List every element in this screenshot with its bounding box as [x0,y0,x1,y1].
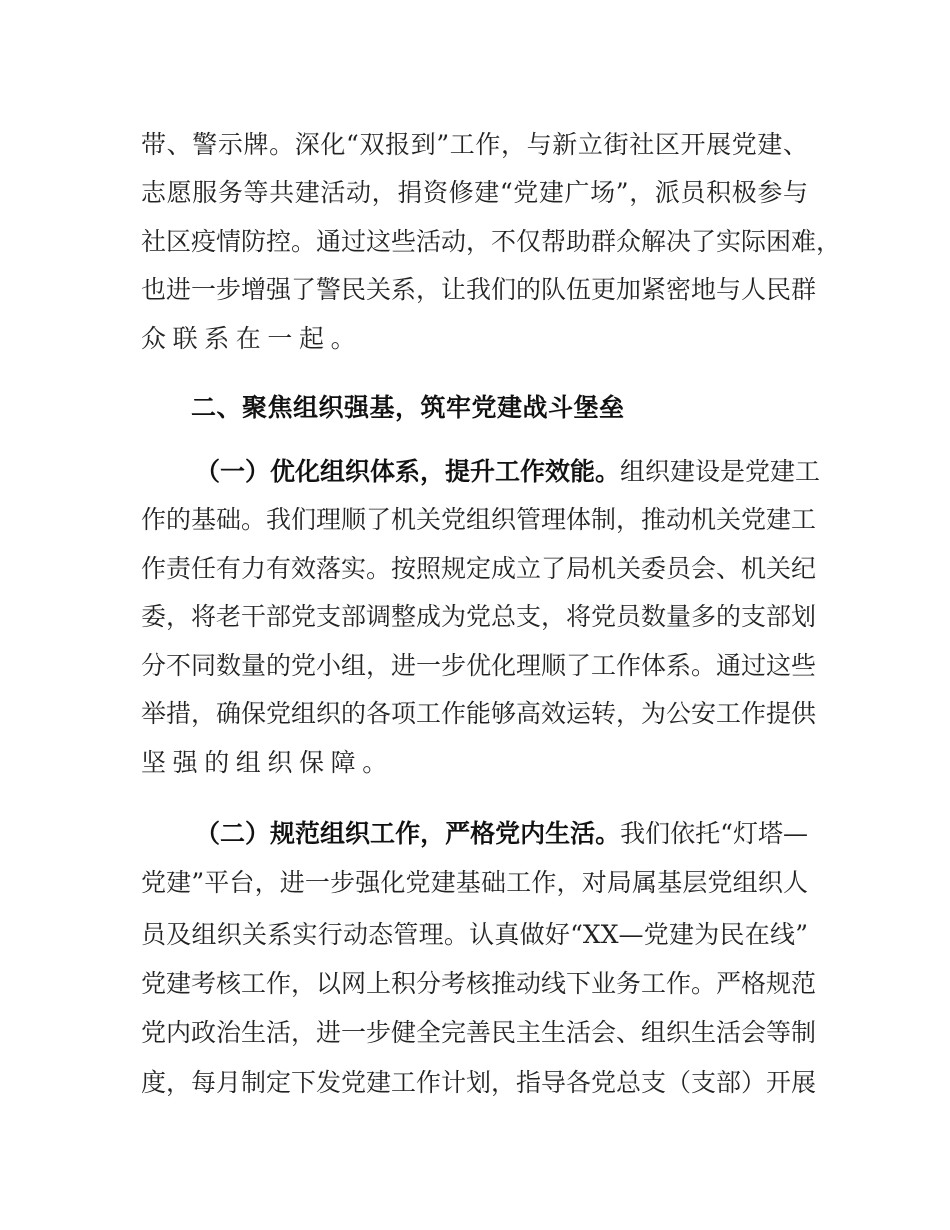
subsection-title: （二）规范组织工作，严格党内生活。 [195,819,621,848]
paragraph-line: 作责任有力有效落实。按照规定成立了局机关委员会、机关纪 [141,554,817,583]
paragraph-line: 委，将老干部党支部调整成为党总支，将党员数量多的支部划 [141,602,817,631]
paragraph-line: 度，每月制定下发党建工作计划，指导各党总支（支部）开展 [141,1068,817,1097]
subsection-text: 组织建设是党建工 [620,457,821,486]
paragraph-line: 作的基础。我们理顺了机关党组织管理体制，推动机关党建工 [141,505,817,534]
paragraph-line: 众联系在一起。 [141,324,363,353]
paragraph-line: 举措，确保党组织的各项工作能够高效运转，为公安工作提供 [141,699,817,728]
paragraph-line: 分不同数量的党小组，进一步优化理顺了工作体系。通过这些 [141,651,817,680]
paragraph-line: 带、警示牌。深化“双报到”工作，与新立街社区开展党建、 [141,130,808,159]
paragraph-line: 坚强的组织保障。 [141,748,394,777]
section-heading: 二、聚焦组织强基，筑牢党建战斗堡垒 [191,393,625,422]
paragraph-line: 社区疫情防控。通过这些活动，不仅帮助群众解决了实际困难， [141,227,842,256]
paragraph-line: 党建”平台，进一步强化党建基础工作，对局属基层党组织人 [141,868,808,897]
subsection-first-line [195,455,821,489]
paragraph-line: 志愿服务等共建活动，捐资修建“党建广场”，派员积极参与 [141,178,808,207]
paragraph-line: 也进一步增强了警民关系，让我们的队伍更加紧密地与人民群 [141,275,817,304]
paragraph-line: 党内政治生活，进一步健全完善民主生活会、组织生活会等制 [141,1018,817,1047]
subsection-first-line [195,817,808,851]
paragraph-line: 员及组织关系实行动态管理。认真做好“XX—党建为民在线” [141,920,808,949]
subsection-text: 我们依托“灯塔— [620,819,808,848]
subsection-title: （一）优化组织体系，提升工作效能。 [195,457,621,486]
paragraph-line: 党建考核工作，以网上积分考核推动线下业务工作。严格规范 [141,969,817,998]
